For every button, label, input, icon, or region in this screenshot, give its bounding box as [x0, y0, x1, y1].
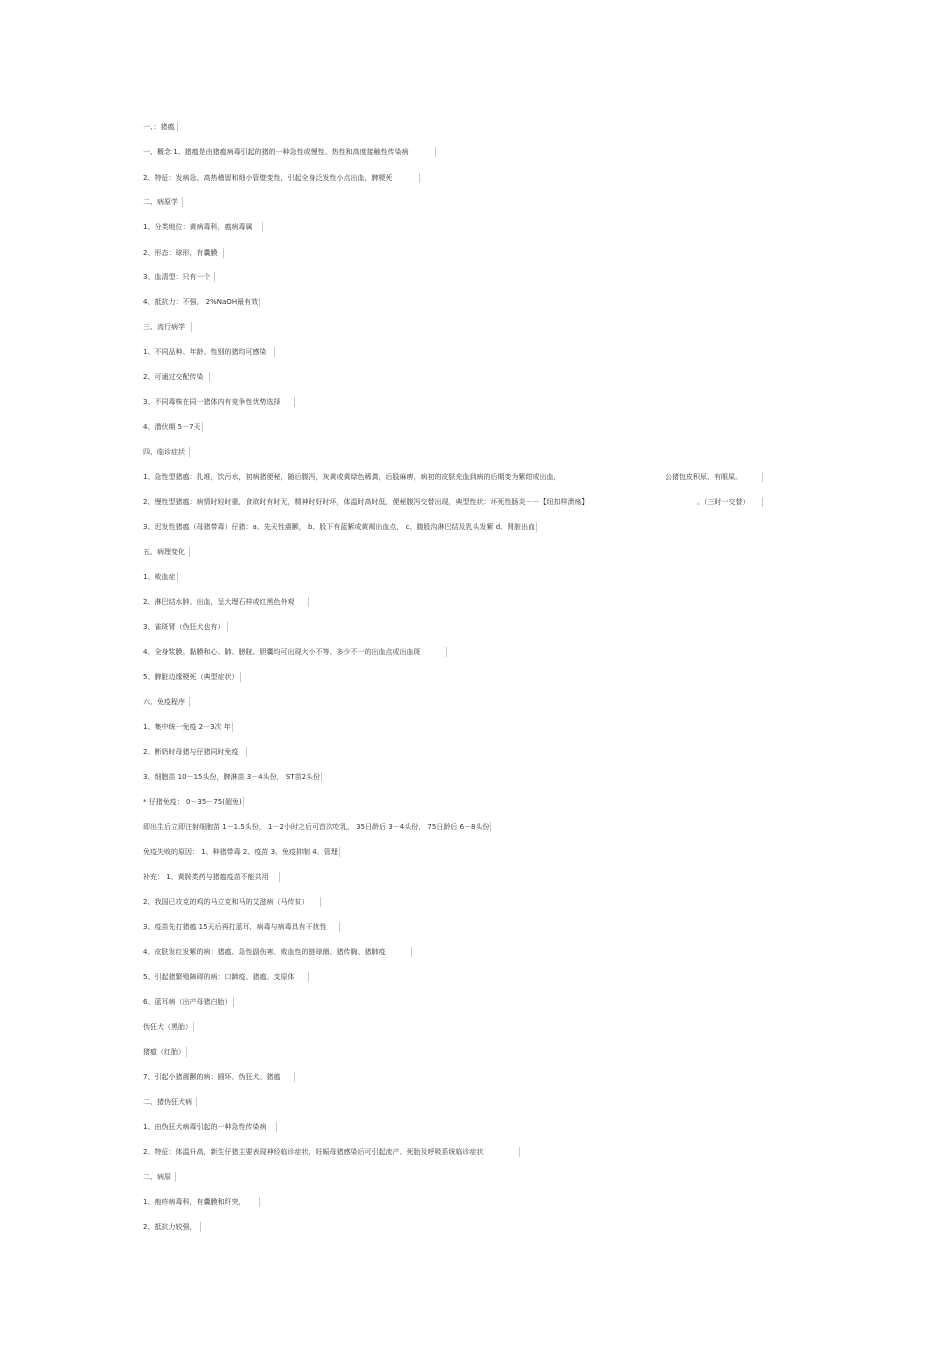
section-heading: 四、临诊症状: [143, 447, 190, 457]
text-line: 2、淋巴结水肿、出血，呈大理石样或红黑色外观: [143, 597, 309, 607]
section-heading: 五、病理变化: [143, 547, 190, 557]
line-end-bar: [762, 497, 763, 507]
text-line: 一、：猪瘟: [143, 122, 178, 132]
text-line: 2、抵抗力较强，: [143, 1222, 201, 1232]
text-line: 6、蓝耳病（出产母猪白胎）: [143, 997, 234, 1007]
section-heading: 二、病原: [143, 1172, 176, 1182]
text-line: 4、皮肤发红发紫的病：猪瘟、急性副伤寒、败血性的链球菌、猪传胸、猪肺疫: [143, 947, 412, 957]
text-line: 1、分类地位：黄病毒科，瘟病毒属: [143, 222, 263, 232]
text-line: 4、抵抗力：不强， 2%NaOH最有效: [143, 298, 259, 306]
line-end-bar: [762, 472, 763, 482]
text-line: 3、雀斑肾（伪狂犬也有）: [143, 622, 228, 632]
text-line: 2、我国已攻克的鸡的马立克和马的艾滋病（马传贫）: [143, 897, 321, 907]
text-line: 补充： 1、黄胺类药与猪瘟疫苗不能共用: [143, 872, 280, 882]
text-line: 1、集中统一免疫 2－3次 年: [143, 723, 231, 731]
text-line: 3、血清型：只有一个: [143, 272, 215, 282]
right-note: 。（三时一交替）: [697, 498, 750, 506]
text-line: 1、不同品种、年龄、性别的猪均可感染: [143, 347, 275, 357]
text-line: 3、不同毒株在同一猪体内有竞争性优势选择: [143, 397, 295, 407]
text-line: 免疫失败的原因： 1、种猪带毒 2、疫苗 3、免疫抑制 4、管理: [143, 848, 338, 856]
text-line: * 仔猪免疫： 0－35－75(超免): [143, 798, 242, 806]
text-line: 1、败血症: [143, 572, 178, 582]
text-line: 2、可通过交配传染: [143, 372, 210, 382]
text-line: 1、由伪狂犬病毒引起的一种急性传染病: [143, 1122, 277, 1132]
text-line: 3、细胞苗 10－15头份，脾淋苗 3－4头份， ST苗2头份: [143, 773, 321, 781]
text-line: 猪瘟（红胎）: [143, 1048, 185, 1056]
section-heading: 二、病原学: [143, 197, 183, 207]
text-line: 5、引起猪繁殖障碍的病：口蹄疫、猪瘟、支原体: [143, 972, 309, 982]
text-line: 5、脾脏边缘梗死（典型症状）: [143, 672, 241, 682]
text-line: 7、引起小猪震颤的病：圆环、伪狂犬、猪瘟: [143, 1072, 295, 1082]
section-heading: 六、免疫程序: [143, 697, 190, 707]
text-line: 3、迟发性猪瘟（母猪带毒）仔猪：a、先天性震颤， b、股下有蓝紫或黄褐出血点， c、腹股沟淋巴结及乳头发紫 d、肾脏出血: [143, 523, 536, 531]
text-line: 2、慢性型猪瘟：病情时轻时重，食欲时有时无，精神时好时坏，体温时高时低，便秘腹泻交替出现，典型性状：坏死性肠炎－－【纽扣样溃疡】: [143, 498, 589, 506]
right-note: 公猪包皮积尿、有眼屎。: [665, 473, 742, 481]
text-line: 即出生后立即注射细胞苗 1－1.5头份， 1－2小时之后可首次吃乳， 35日龄后 3－4头份， 75日龄后 6－8头份: [143, 823, 490, 831]
text-line: 1、疱疹病毒科，有囊膜和纤突，: [143, 1197, 260, 1207]
text-line: 伪狂犬（黑胎）: [143, 1023, 192, 1031]
text-line: 2、特征：体温升高，新生仔猪主要表现神经临诊症状，妊娠母猪感染后可引起流产、死胎及呼吸系统临诊症状: [143, 1147, 520, 1157]
section-heading: 二、猪伪狂犬病: [143, 1097, 197, 1107]
text-line: 4、潜伏期 5－7天: [143, 423, 201, 431]
section-heading: 三、流行病学: [143, 322, 192, 332]
text-line: 2、特征：发病急、高热稽留和细小管壁变性，引起全身泛发性小点出血，脾梗死: [143, 173, 420, 183]
text-line: 1、急性型猪瘟：扎堆，饮污水，初病猪便秘，随后腹泻，灰黄或黄绿色稀粪，后肢麻痹，病初的皮肤充血到病的后期变为紫绀或出血，: [143, 473, 561, 481]
text-line: 2、断奶时母猪与仔猪同时免疫: [143, 747, 247, 757]
text-line: 2、形态：球形，有囊膜: [143, 248, 224, 258]
text-line: 4、全身浆膜、黏膜和心、肺、膀胱、胆囊均可出现大小不等、多少不一的出血点或出血斑: [143, 647, 447, 657]
text-line: 3、疫苗先打猪瘟 15天后再打蓝耳，病毒与病毒具有干扰性: [143, 922, 340, 932]
text-line: 一、概念 1、猪瘟是由猪瘟病毒引起的猪的一种急性或慢性、热性和高度接触性传染病: [143, 147, 436, 157]
